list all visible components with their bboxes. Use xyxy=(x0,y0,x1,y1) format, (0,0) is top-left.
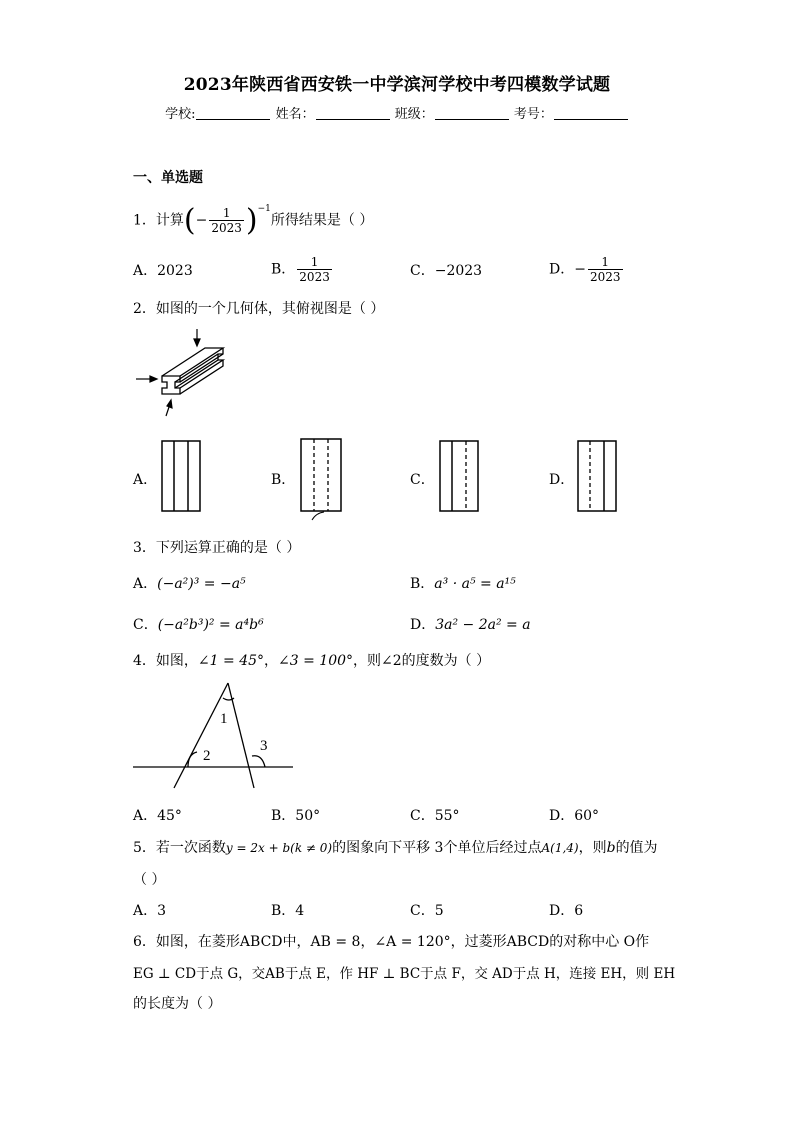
q4-separator: ， xyxy=(264,653,279,669)
q1-option-d[interactable] xyxy=(549,255,625,284)
q1-option-d-num: 1 xyxy=(588,255,623,270)
q3-option-a-label: A． xyxy=(133,576,158,592)
q5-text-c: ，则 xyxy=(578,840,607,856)
q2-option-d[interactable]: D． xyxy=(549,472,575,488)
q1-exponent: −1 xyxy=(257,203,271,214)
q3-option-b[interactable] xyxy=(410,573,516,593)
q2-option-b[interactable]: B． xyxy=(271,472,296,488)
q1-option-c[interactable]: C．−2023 xyxy=(410,263,483,279)
q4-angle3: ∠3 = 100° xyxy=(278,653,354,669)
q5-option-a[interactable]: A．3 xyxy=(133,903,167,919)
q2-option-a[interactable]: A． xyxy=(133,472,158,488)
q3-option-d[interactable] xyxy=(410,614,531,634)
q3-option-b-label: B． xyxy=(410,576,435,592)
question-6-line2: EG ⊥ CD于点 G，交AB于点 E，作 HF ⊥ BC于点 F，交 AD于点 H，连接 EH，则 EH xyxy=(133,966,676,982)
q4-label-1: 1 xyxy=(220,711,228,727)
q4-triangle-figure xyxy=(130,680,298,790)
q1-option-d-fraction xyxy=(588,255,623,284)
q1-right-paren: ) xyxy=(245,203,258,238)
question-5 xyxy=(133,837,658,857)
q4-label-3: 3 xyxy=(260,738,268,754)
q1-suffix: 所得结果是（ ） xyxy=(270,212,374,229)
q1-minus: − xyxy=(195,212,208,229)
question-1 xyxy=(133,203,373,238)
question-5-line2: （ ） xyxy=(133,872,166,888)
q4-option-a[interactable]: A．45° xyxy=(133,808,182,824)
q3-option-c[interactable] xyxy=(133,614,264,634)
q3-option-d-expr: 3a² − 2a² = a xyxy=(435,617,531,633)
q4-option-d[interactable]: D．60° xyxy=(549,808,600,824)
question-3: 3．下列运算正确的是（ ） xyxy=(133,540,301,556)
q5-text-d: 的值为 xyxy=(615,840,658,856)
q5-option-d[interactable]: D．6 xyxy=(549,903,584,919)
question-4 xyxy=(133,650,490,670)
q1-option-b-den: 2023 xyxy=(299,270,330,284)
exam-title: 2023年陕西省西安铁一中学滨河学校中考四模数学试题 xyxy=(183,75,611,95)
q4-text-b: ，则∠2的度数为（ ） xyxy=(353,653,491,669)
question-6-line1: 6．如图，在菱形ABCD中，AB = 8，∠A = 120°，过菱形ABCD的对称中心 O作 xyxy=(133,934,650,950)
q1-option-a[interactable]: A．2023 xyxy=(133,263,193,279)
name-label: 姓名： xyxy=(275,107,315,122)
section-title-single-choice: 一、单选题 xyxy=(133,170,203,186)
question-6-line3: 的长度为（ ） xyxy=(133,996,222,1012)
q4-option-c[interactable]: C．55° xyxy=(410,808,460,824)
q1-fraction xyxy=(209,206,244,235)
q5-option-c[interactable]: C．5 xyxy=(410,903,444,919)
q3-option-c-expr: (−a²b³)² = a⁴b⁶ xyxy=(157,617,264,633)
q2-option-d-figure xyxy=(577,440,617,512)
class-label: 班级： xyxy=(394,107,434,122)
q4-label-2: 2 xyxy=(203,748,211,764)
school-label: 学校: xyxy=(165,107,196,122)
q3-option-b-expr: a³ · a⁵ = a¹⁵ xyxy=(434,576,516,592)
q4-angle1: ∠1 = 45° xyxy=(197,653,265,669)
q5-text-b: 的图象向下平移 3个单位后经过点 xyxy=(332,840,542,856)
exam-number-label: 考号： xyxy=(513,107,553,122)
q3-option-a[interactable] xyxy=(133,573,246,593)
q2-option-a-figure xyxy=(161,440,201,512)
q1-option-b-fraction xyxy=(297,255,332,284)
q1-option-b[interactable] xyxy=(271,255,334,284)
class-blank[interactable] xyxy=(435,107,509,120)
q5-function: y = 2x + b(k ≠ 0) xyxy=(225,841,333,855)
q4-option-b[interactable]: B．50° xyxy=(271,808,321,824)
q4-text-a: 4．如图， xyxy=(133,653,198,669)
question-2: 2．如图的一个几何体，其俯视图是（ ） xyxy=(133,301,385,317)
q1-option-b-num: 1 xyxy=(297,255,332,270)
student-info-line xyxy=(0,103,794,122)
q5-option-b[interactable]: B．4 xyxy=(271,903,305,919)
q1-option-d-label: D．− xyxy=(549,261,586,278)
name-blank[interactable] xyxy=(316,107,390,120)
exam-number-blank[interactable] xyxy=(554,107,628,120)
q2-option-c-figure xyxy=(439,440,479,512)
q2-option-b-figure xyxy=(300,438,342,522)
q5-point: A(1,4) xyxy=(541,841,579,855)
q3-option-d-label: D． xyxy=(410,617,436,633)
school-blank[interactable] xyxy=(196,107,270,120)
q1-prefix: 1．计算 xyxy=(133,212,184,229)
q5-variable: b xyxy=(606,840,616,856)
q3-option-a-expr: (−a²)³ = −a⁵ xyxy=(157,576,246,592)
q1-numerator: 1 xyxy=(209,206,244,221)
q3-option-c-label: C． xyxy=(133,617,158,633)
q2-solid-figure xyxy=(130,326,230,418)
q1-option-b-label: B． xyxy=(271,261,296,278)
q1-left-paren: ( xyxy=(183,203,196,238)
q1-denominator: 2023 xyxy=(211,221,242,235)
q1-option-d-den: 2023 xyxy=(589,270,621,284)
q5-text-a: 5．若一次函数 xyxy=(133,840,226,856)
q2-option-c[interactable]: C． xyxy=(410,472,435,488)
